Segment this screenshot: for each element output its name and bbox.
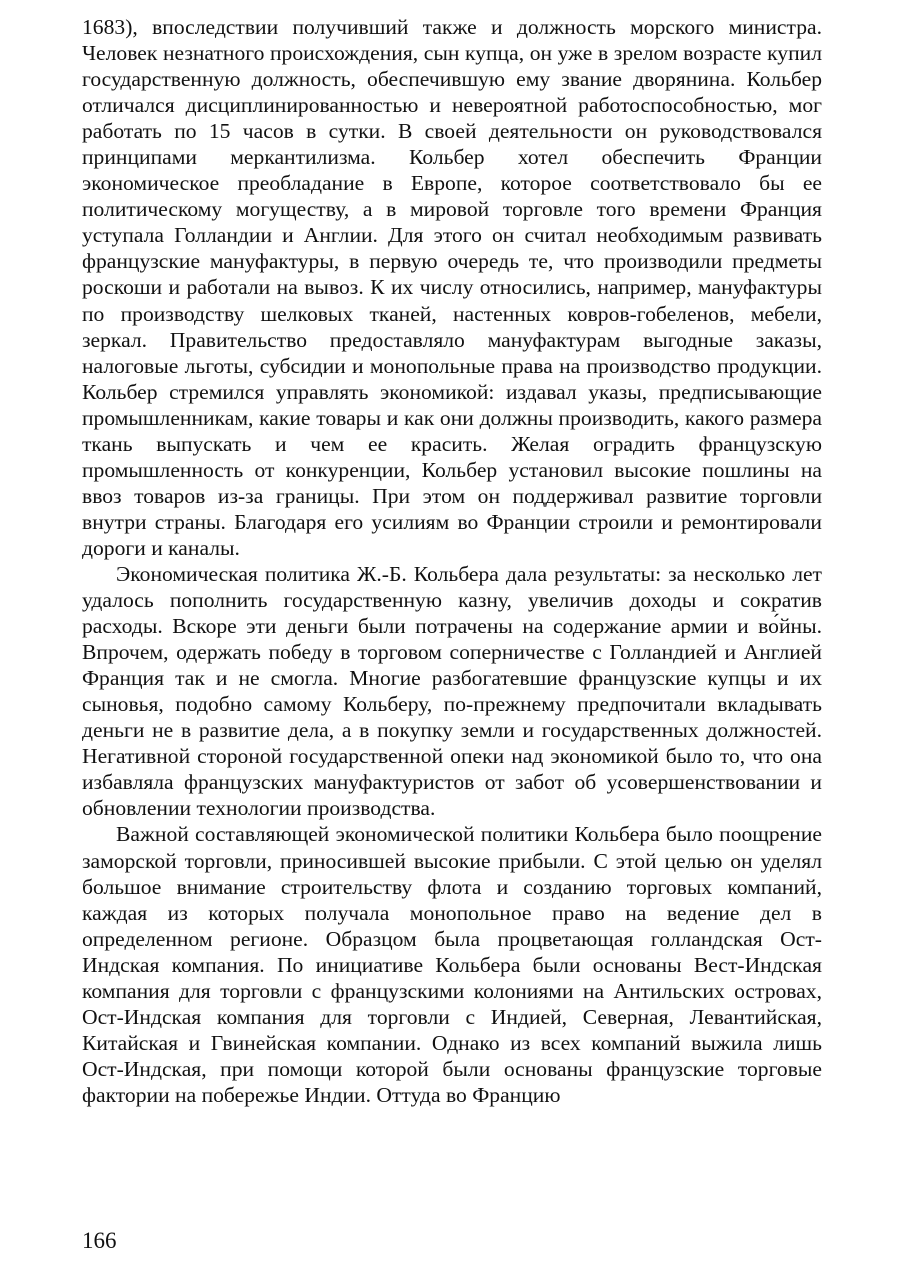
page-number: 166 — [82, 1228, 117, 1253]
paragraph-2: Экономическая политика Ж.-Б. Кольбера дала результаты: за несколько лет удалось пополнить государственную казну, увеличив доходы и сократив расходы. Вскоре эти деньги были потрачены на содержание армии и во́йны. Впрочем, одержать победу в торговом соперничестве с Голландией и Англией Франция так и не смогла. Многие разбогатевшие французские купцы и их сыновья, подобно самому Кольберу, по-прежнему предпочитали вкладывать деньги не в развитие дела, а в покупку земли и государственных должностей. Негативной стороной государственной опеки над экономикой было то, что она избавляла французских мануфактуристов от забот об усовершенствовании и обновлении технологии производства. — [82, 561, 822, 821]
paragraph-1: 1683), впоследствии получивший также и должность морского министра. Человек незнатного происхождения, сын купца, он уже в зрелом возрасте купил государственную должность, обеспечившую ему звание дворянина. Кольбер отличался дисциплинированностью и невероятной работоспособностью, мог работать по 15 часов в сутки. В своей деятельности он руководствовался принципами меркантилизма. Кольбер хотел обеспечить Франции экономическое преобладание в Европе, которое соответствовало бы ее политическому могуществу, а в мировой торговле того времени Франция уступала Голландии и Англии. Для этого он считал необходимым развивать французские мануфактуры, в первую очередь те, что производили предметы роскоши и работали на вывоз. К их числу относились, например, мануфактуры по производству шелковых тканей, настенных ковров-гобеленов, мебели, зеркал. Правительство предоставляло мануфактурам выгодные заказы, налоговые льготы, субсидии и монопольные права на производство продукции. Кольбер стремился управлять экономикой: издавал указы, предписывающие промышленникам, какие товары и как они должны производить, какого размера ткань выпускать и чем ее красить. Желая оградить французскую промышленность от конкуренции, Кольбер установил высокие пошлины на ввоз товаров из-за границы. При этом он поддерживал развитие торговли внутри страны. Благодаря его усилиям во Франции строили и ремонтировали дороги и каналы. — [82, 15, 822, 560]
paragraph-3: Важной составляющей экономической политики Кольбера было поощрение заморской торговли, приносившей высокие прибыли. С этой целью он уделял большое внимание строительству флота и созданию торговых компаний, каждая из которых получала монопольное право на ведение дел в определенном регионе. Образцом была процветающая голландская Ост-Индская компания. По инициативе Кольбера были основаны Вест-Индская компания для торговли с французскими колониями на Антильских островах, Ост-Индская компания для торговли с Индией, Северная, Левантийская, Китайская и Гвинейская компании. Однако из всех компаний выжила лишь Ост-Индская, при помощи которой были основаны французские торговые фактории на побережье Индии. Оттуда во Францию — [82, 822, 822, 1107]
body-text — [82, 14, 822, 1108]
